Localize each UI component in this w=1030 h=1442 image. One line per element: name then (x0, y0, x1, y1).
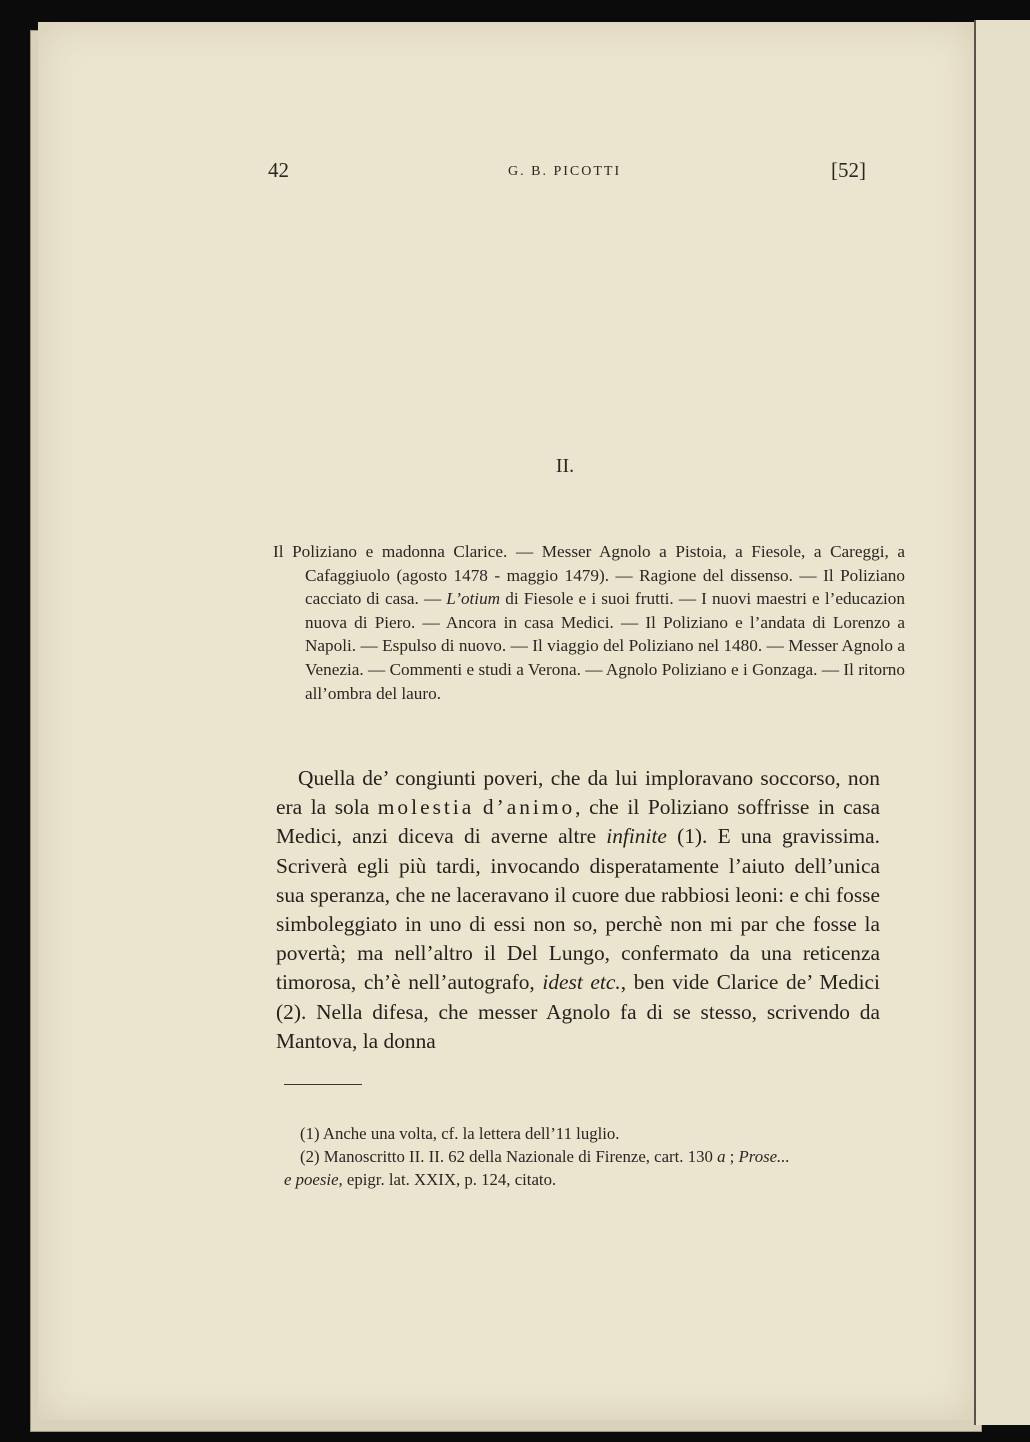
footnote-2-text-c: ; (725, 1147, 739, 1166)
body-infinite: infinite (606, 824, 667, 849)
body-paragraph (276, 764, 880, 1056)
body-text-2 (474, 795, 483, 819)
body-idest: idest etc. (542, 970, 621, 995)
body-molestia: molestia (377, 795, 475, 820)
footnote-2-text-d: epigr. lat. XXIX, p. 124, citato. (342, 1170, 557, 1189)
body-text-1: Quella de’ congiunti poveri, che da lui imploravano soccorso, non era la sola (276, 766, 880, 820)
running-head (268, 158, 868, 188)
chapter-summary (273, 540, 905, 705)
body-text-4: (1). E una gravissima. Scriverà egli più tardi, invocando disperatamente l’aiuto dell’unica sua speranza, che ne laceravano il cuore due rabbiosi leoni: e chi fosse simboleggiato in uno di essi non so, perchè non mi par che fosse la povertà; ma nell’altro il Del Lungo, confermato da una reticenza timorosa, ch’è nell’autografo, (276, 824, 880, 995)
footnote-2-text-b: . 62 della Nazionale di Firenze, cart. 130 (439, 1147, 718, 1166)
footnote-2-prose: Prose... (738, 1147, 790, 1166)
summary-text-1: Il Poliziano e madonna Clarice. — Messer Agnolo a Pistoia, a Fiesole, a Careggi, a Cafaggiuolo (agosto 1478 - maggio 1479). — Ragione del dissenso. — Il Poliziano cacciato di casa. — (273, 542, 905, 609)
book-page (38, 22, 974, 1420)
footnote-2-a: a (717, 1147, 726, 1166)
footnotes (284, 1122, 880, 1191)
footnote-rule (284, 1084, 362, 1085)
summary-text-2: di Fiesole e i suoi frutti. — I nuovi maestri e l’educazion nuova di Piero. — Ancora in casa Medici. — Il Poliziano e l’andata di Lorenzo a Napoli. — Espulso di nuovo. — Il viaggio del Poliziano nel 1480. — Messer Agnolo a Venezia. — Commenti e studi a Verona. — Agnolo Poliziano e i Gonzaga. — Il ritorno all’ombra del lauro. (305, 589, 905, 703)
footnote-2-text-a: (2) Manoscritto II. (300, 1147, 429, 1166)
section-number: [52] (831, 158, 866, 182)
facing-page-edge (974, 20, 1030, 1425)
footnote-2-poesie: e poesie, (284, 1170, 343, 1189)
summary-otium: L’otium (446, 589, 501, 609)
footnote-2 (284, 1145, 880, 1191)
body-text-5: , ben vide Clarice de’ Medici (2). Nella difesa, che messer Agnolo fa di se stesso, scrivendo da Mantova, la donna (276, 970, 880, 1053)
body-danimo: d’animo (482, 795, 576, 820)
footnote-1: (1) Anche una volta, cf. la lettera dell’11 luglio. (300, 1124, 620, 1143)
chapter-number: II. (555, 455, 575, 477)
body-text-3: , che il Poliziano soffrisse in casa Medici, anzi diceva di averne altre (276, 795, 880, 849)
running-head-author: G. B. PICOTTI (508, 164, 622, 179)
page-number: 42 (268, 158, 289, 182)
footnote-2-roman: II (428, 1147, 440, 1166)
